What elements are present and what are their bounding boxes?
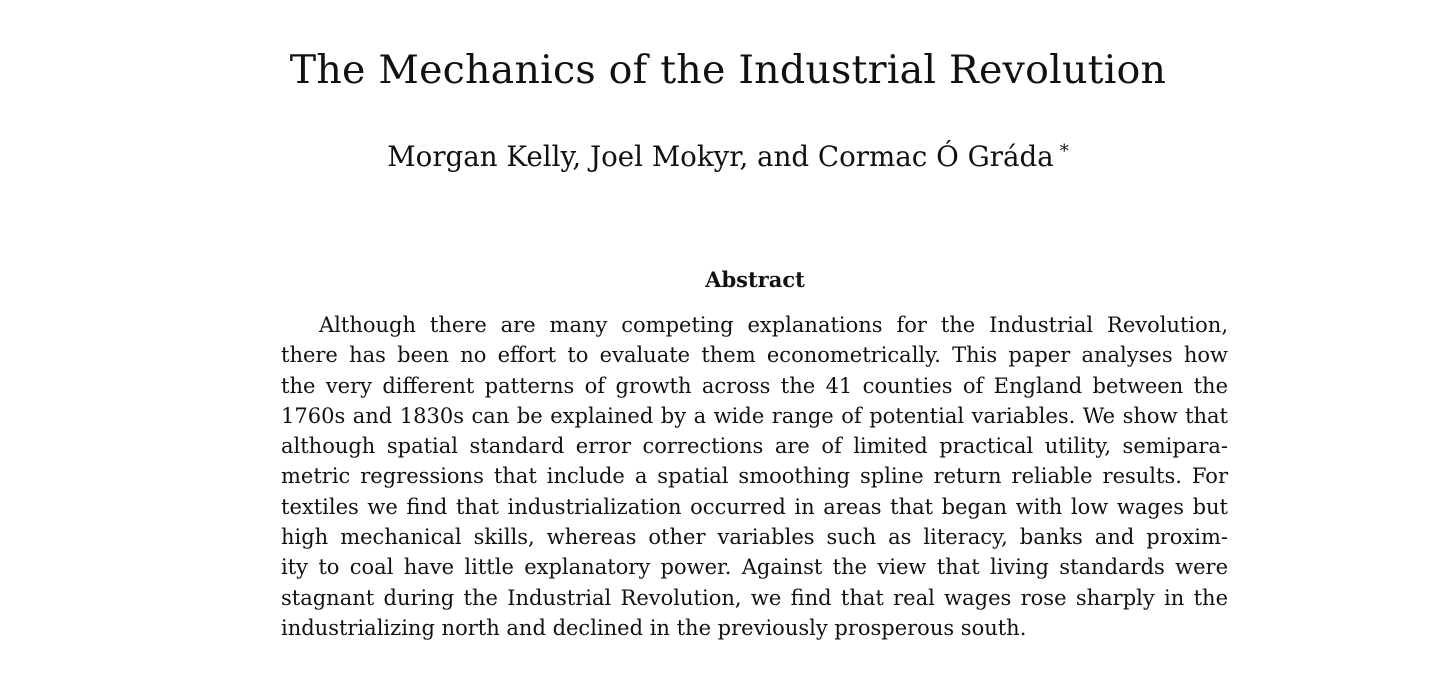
abstract-line: there has been no effort to evaluate them econometrically. This paper analyses how — [281, 343, 1228, 368]
abstract-body — [281, 310, 1228, 643]
paper-title: The Mechanics of the Industrial Revolution — [289, 47, 1167, 93]
abstract-heading: Abstract — [705, 267, 805, 292]
author-names: Morgan Kelly, Joel Mokyr, and Cormac Ó Gráda — [387, 140, 1054, 173]
abstract-line: Although there are many competing explanations for the Industrial Revolution, — [319, 313, 1228, 337]
abstract-line: ity to coal have little explanatory power. Against the view that living standards were — [281, 555, 1228, 580]
abstract-line: industrializing north and declined in the previously prosperous south. — [281, 615, 1027, 640]
abstract-line: metric regressions that include a spatial smoothing spline return reliable results. For — [281, 464, 1228, 489]
abstract-line: although spatial standard error corrections are of limited practical utility, semipara- — [281, 434, 1228, 459]
abstract-line: textiles we find that industrialization occurred in areas that began with low wages but — [281, 494, 1228, 519]
author-footnote-mark: * — [1059, 141, 1069, 162]
author-line — [0, 132, 1456, 177]
abstract-line: 1760s and 1830s can be explained by a wide range of potential variables. We show that — [281, 403, 1228, 428]
abstract-line: stagnant during the Industrial Revolution, we find that real wages rose sharply in the — [281, 585, 1228, 610]
abstract-line: high mechanical skills, whereas other variables such as literacy, banks and proxim- — [281, 525, 1228, 550]
abstract-line: the very different patterns of growth across the 41 counties of England between the — [281, 373, 1228, 398]
